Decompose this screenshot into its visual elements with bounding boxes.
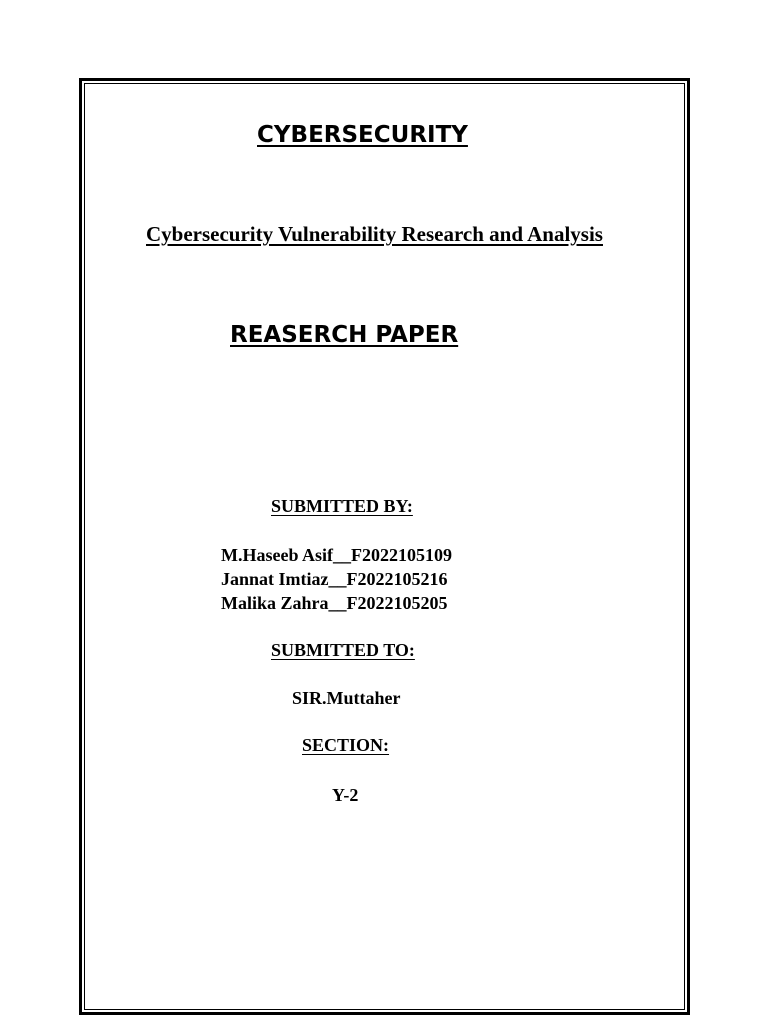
member-list	[221, 543, 452, 615]
submitted-by-heading: SUBMITTED BY:	[271, 496, 413, 516]
document-subtitle: Cybersecurity Vulnerability Research and Analysis	[146, 222, 603, 246]
section-value: Y-2	[332, 785, 359, 805]
member-name: M.Haseeb Asif__F2022105109	[221, 545, 452, 565]
member-name: Jannat Imtiaz__F2022105216	[221, 569, 448, 589]
instructor-name: SIR.Muttaher	[292, 688, 401, 708]
document-title: CYBERSECURITY	[257, 122, 468, 148]
submitted-to-heading: SUBMITTED TO:	[271, 640, 415, 660]
section-heading: SECTION:	[302, 735, 390, 755]
paper-type-heading: REASERCH PAPER	[230, 322, 459, 348]
member-name: Malika Zahra__F2022105205	[221, 593, 448, 613]
